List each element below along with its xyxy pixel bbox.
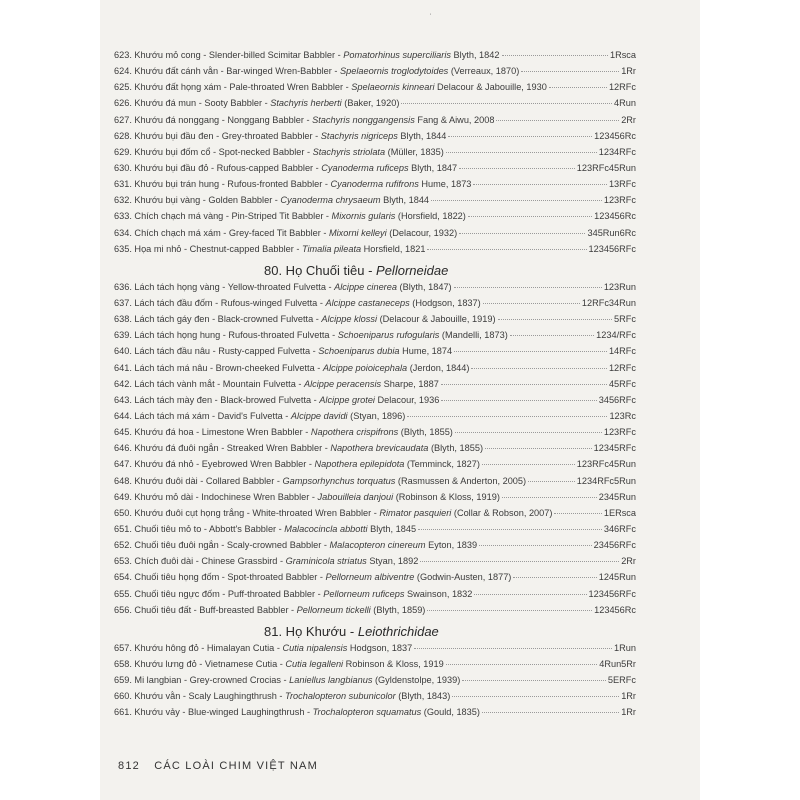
species-name: 643. Lách tách mày đen - Black-browed Fulvetta - <box>114 394 320 405</box>
dot-leader <box>513 577 596 578</box>
scientific-name: Stachyris nonggangensis <box>312 114 415 125</box>
status-code: 2Rr <box>621 556 636 567</box>
species-entry <box>114 556 636 572</box>
species-entry-text <box>114 659 444 669</box>
scientific-name: Cyanoderma chrysaeum <box>280 195 381 206</box>
species-name: 650. Khướu đuôi cụt họng trắng - White-throated Wren Babbler - <box>114 507 380 518</box>
authority: Blyth, 1845 <box>367 523 417 534</box>
scientific-name: Gampsorhynchus torquatus <box>282 475 396 486</box>
dot-leader <box>485 448 592 449</box>
species-entry <box>114 508 636 524</box>
scientific-name: Napothera epilepidota <box>314 459 405 470</box>
species-entry-text <box>114 643 412 653</box>
scientific-name: Napothera brevicaudata <box>330 443 429 454</box>
species-name: 653. Chích đuôi dài - Chinese Grassbird - <box>114 556 286 567</box>
status-code: 5ERFc <box>607 675 636 686</box>
scientific-name: Trochalopteron squamatus <box>312 707 422 718</box>
status-code: 346RFc <box>603 523 636 534</box>
dot-leader <box>407 416 607 417</box>
species-entry <box>114 572 636 588</box>
scientific-name: Malacopteron cinereum <box>329 540 426 551</box>
species-entry <box>114 314 636 330</box>
species-entry-text <box>114 66 519 76</box>
status-code: 123RFc45Run <box>576 459 636 470</box>
scientific-name: Stachyris nigriceps <box>320 130 398 141</box>
authority: (Blyth, 1855) <box>398 427 453 438</box>
species-name: 623. Khướu mỏ cong - Slender-billed Scimitar Babbler - <box>114 50 344 60</box>
species-entry <box>114 163 636 179</box>
authority: Eyton, 1839 <box>425 540 478 551</box>
book-page <box>100 0 700 800</box>
status-code: 123RFc <box>603 427 636 438</box>
species-name: 634. Chích chạch má xám - Grey-faced Tit Babbler - <box>114 227 329 238</box>
species-entry-text <box>114 346 452 356</box>
species-name: 635. Họa mi nhỏ - Chestnut-capped Babbler - <box>114 243 302 254</box>
scientific-name: Spelaeornis kinneari <box>351 82 435 93</box>
species-entry-text <box>114 589 472 599</box>
species-name: 660. Khướu vằn - Scaly Laughingthrush - <box>114 691 286 702</box>
authority: Robinson & Kloss, 1919 <box>343 658 444 669</box>
species-entry-text <box>114 492 500 502</box>
status-code: 123456Rc <box>594 130 636 141</box>
species-entry <box>114 395 636 411</box>
scientific-name: Cutia legalleni <box>285 658 344 669</box>
authority: (Blyth, 1843) <box>395 691 451 702</box>
species-list <box>114 50 636 723</box>
species-entry <box>114 643 636 659</box>
authority: (Collar & Robson, 2007) <box>451 507 553 518</box>
dot-leader <box>462 680 606 681</box>
species-name: 647. Khướu đá nhỏ - Eyebrowed Wren Babbler - <box>114 459 315 470</box>
dot-leader <box>452 696 619 697</box>
authority: Sharpe, 1887 <box>381 378 439 389</box>
status-code: 123RFc <box>603 195 636 206</box>
species-name: 649. Khướu mỏ dài - Indochinese Wren Babbler - <box>114 491 318 502</box>
dot-leader <box>554 513 601 514</box>
status-code: 2Rr <box>621 114 636 125</box>
species-name: 636. Lách tách họng vàng - Yellow-throated Fulvetta - <box>114 281 335 292</box>
status-code: 1Run <box>614 642 636 653</box>
dot-leader <box>427 249 586 250</box>
authority: Swainson, 1832 <box>404 588 473 599</box>
status-code: 4Run5Rr <box>599 658 636 669</box>
scientific-name: Alcippe grotei <box>319 394 375 405</box>
species-entry <box>114 659 636 675</box>
species-entry <box>114 492 636 508</box>
species-entry <box>114 211 636 227</box>
dot-leader <box>459 233 585 234</box>
authority: Hume, 1874 <box>399 346 453 357</box>
status-code: 12RFc <box>608 362 636 373</box>
authority: Hodgson, 1837 <box>347 642 413 653</box>
species-entry <box>114 476 636 492</box>
species-entry <box>114 98 636 114</box>
species-entry <box>114 411 636 427</box>
scientific-name: Napothera crispifrons <box>310 427 399 438</box>
authority: Horsfield, 1821 <box>361 243 426 254</box>
dot-leader <box>474 594 586 595</box>
dot-leader <box>401 103 612 104</box>
species-name: 656. Chuối tiêu đất - Buff-breasted Babbler - <box>114 604 297 615</box>
status-code: 123456Rc <box>594 211 636 222</box>
species-entry-text <box>114 282 452 292</box>
species-entry <box>114 363 636 379</box>
status-code: 14RFc <box>608 346 636 357</box>
authority: (Jerdon, 1844) <box>407 362 470 373</box>
status-code: 1234RFc5Run <box>576 475 636 486</box>
species-entry <box>114 707 636 723</box>
dot-leader <box>549 87 607 88</box>
dot-leader <box>446 152 597 153</box>
species-entry <box>114 540 636 556</box>
scientific-name: Pellorneum tickelli <box>296 604 371 615</box>
status-code: 345Run6Rc <box>587 227 636 238</box>
scientific-name: Schoeniparus rufogularis <box>337 330 440 341</box>
authority: Blyth, 1842 <box>450 50 500 60</box>
species-entry-text <box>114 675 460 685</box>
species-name: 625. Khướu đất họng xám - Pale-throated Wren Babbler - <box>114 82 352 93</box>
authority: (Horsfield, 1822) <box>395 211 466 222</box>
scientific-name: Malacocincla abbotti <box>284 523 368 534</box>
authority: (Gyldenstolpe, 1939) <box>372 675 461 686</box>
species-name: 655. Chuối tiêu ngực đốm - Puff-throated Babbler - <box>114 588 324 599</box>
authority: (Robinson & Kloss, 1919) <box>393 491 500 502</box>
species-entry-text <box>114 314 496 324</box>
scientific-name: Pellorneum albiventre <box>325 572 415 583</box>
page-footer <box>118 760 318 772</box>
species-name: 628. Khướu bụi đầu đen - Grey-throated Babbler - <box>114 130 321 141</box>
species-name: 642. Lách tách vành mắt - Mountain Fulvetta - <box>114 378 304 389</box>
species-entry-text <box>114 476 526 486</box>
species-name: 641. Lách tách má nâu - Brown-cheeked Fulvetta - <box>114 362 323 373</box>
species-entry <box>114 50 636 66</box>
scientific-name: Laniellus langbianus <box>289 675 373 686</box>
entry-group-a <box>114 50 636 260</box>
dot-leader <box>414 648 612 649</box>
species-entry-text <box>114 605 425 615</box>
scientific-name: Spelaeornis troglodytoides <box>340 66 449 77</box>
dot-leader <box>471 368 606 369</box>
species-entry-text <box>114 244 425 254</box>
species-name: 640. Lách tách đầu nâu - Rusty-capped Fulvetta - <box>114 346 319 357</box>
family-heading-80 <box>114 260 636 282</box>
species-name: 630. Khướu bụi đầu đỏ - Rufous-capped Babbler - <box>114 162 322 173</box>
species-entry <box>114 379 636 395</box>
scientific-name: Alcippe cinerea <box>334 281 397 292</box>
authority: Delacour & Jabouille, 1930 <box>434 82 547 93</box>
family-heading-81-label: 81. Họ Khướu - <box>264 624 355 640</box>
dot-leader <box>502 55 608 56</box>
species-entry <box>114 524 636 540</box>
authority: (Blyth, 1859) <box>370 604 426 615</box>
scientific-name: Alcippe klossi <box>321 314 378 325</box>
scientific-name: Jabouilleia danjoui <box>317 491 394 502</box>
species-entry <box>114 675 636 691</box>
family-heading-81-sci: Leiothrichidae <box>357 624 439 640</box>
authority: Styan, 1892 <box>366 556 419 567</box>
scientific-name: Pellorneum ruficeps <box>323 588 405 599</box>
species-entry <box>114 195 636 211</box>
authority: Blyth, 1844 <box>380 195 430 206</box>
species-entry <box>114 691 636 707</box>
scientific-name: Schoeniparus dubia <box>318 346 400 357</box>
authority: (Rasmussen & Anderton, 2005) <box>395 475 527 486</box>
species-entry-text <box>114 427 453 437</box>
authority: Blyth, 1844 <box>397 130 447 141</box>
status-code: 123Run <box>603 281 636 292</box>
species-entry-text <box>114 195 429 205</box>
status-code: 3456RFc <box>598 394 636 405</box>
scientific-name: Alcippe peracensis <box>303 378 382 389</box>
status-code: 4Run <box>614 98 636 109</box>
species-name: 648. Khướu đuôi dài - Collared Babbler - <box>114 475 283 486</box>
species-entry-text <box>114 524 416 534</box>
species-entry <box>114 179 636 195</box>
species-entry-text <box>114 147 444 157</box>
species-entry <box>114 115 636 131</box>
dot-leader <box>446 664 598 665</box>
species-name: 624. Khướu đất cánh vằn - Bar-winged Wren-Babbler - <box>114 66 340 77</box>
authority: Hume, 1873 <box>418 179 472 190</box>
authority: Delacour, 1936 <box>374 394 440 405</box>
dot-leader <box>482 712 619 713</box>
status-code: 1Rr <box>621 66 636 77</box>
dot-leader <box>473 184 607 185</box>
species-name: 654. Chuối tiêu họng đốm - Spot-throated Babbler - <box>114 572 326 583</box>
authority: (Temminck, 1827) <box>404 459 480 470</box>
species-entry-text <box>114 82 547 92</box>
species-name: 626. Khướu đá mun - Sooty Babbler - <box>114 98 271 109</box>
authority: (Baker, 1920) <box>341 98 400 109</box>
scientific-name: Graminicola striatus <box>285 556 367 567</box>
scientific-name: Stachyris herberti <box>270 98 342 109</box>
status-code: 1ERsca <box>603 507 636 518</box>
authority: (Delacour, 1932) <box>386 227 458 238</box>
species-name: 637. Lách tách đầu đốm - Rufous-winged Fulvetta - <box>114 297 326 308</box>
scientific-name: Cutia nipalensis <box>282 642 348 653</box>
status-code: 12RFc <box>608 82 636 93</box>
species-name: 645. Khướu đá hoa - Limestone Wren Babbler - <box>114 427 311 438</box>
status-code: 123Rc <box>609 410 636 421</box>
species-entry-text <box>114 443 483 453</box>
species-entry-text <box>114 179 471 189</box>
species-name: 627. Khướu đá nonggang - Nonggang Babbler - <box>114 114 313 125</box>
scientific-name: Rimator pasquieri <box>379 507 452 518</box>
species-entry-text <box>114 98 399 108</box>
species-entry-text <box>114 363 469 373</box>
species-name: 657. Khướu hông đỏ - Himalayan Cutia - <box>114 642 283 653</box>
species-name: 633. Chích chạch má vàng - Pin-Striped Tit Babbler - <box>114 211 332 222</box>
species-entry-text <box>114 707 480 717</box>
authority: (Gould, 1835) <box>421 707 480 718</box>
species-entry-text <box>114 691 450 701</box>
status-code: 45RFc <box>608 378 636 389</box>
species-entry-text <box>114 459 480 469</box>
entry-group-c <box>114 643 636 724</box>
dot-leader <box>479 545 591 546</box>
species-entry-text <box>114 330 508 340</box>
authority: (Verreaux, 1870) <box>448 66 520 77</box>
status-code: 1234/RFc <box>596 330 636 341</box>
species-name: 631. Khướu bụi trán hung - Rufous-fronted Babbler - <box>114 179 331 190</box>
species-name: 639. Lách tách họng hung - Rufous-throated Fulvetta - <box>114 330 338 341</box>
species-name: 632. Khướu bụi vàng - Golden Babbler - <box>114 195 281 206</box>
dot-leader <box>420 561 619 562</box>
authority: (Blyth, 1855) <box>428 443 484 454</box>
species-entry <box>114 131 636 147</box>
dot-leader <box>441 384 607 385</box>
scientific-name: Cyanoderma ruficeps <box>321 162 409 173</box>
authority: (Delacour & Jabouille, 1919) <box>377 314 496 325</box>
species-entry <box>114 459 636 475</box>
authority: Fang & Aiwu, 2008 <box>414 114 495 125</box>
status-code: 12345RFc <box>593 443 636 454</box>
status-code: 1234RFc <box>598 146 636 157</box>
species-entry-text <box>114 131 446 141</box>
scientific-name: Mixorni kelleyi <box>328 227 387 238</box>
status-code: 1Rsca <box>609 50 636 60</box>
species-entry-text <box>114 556 418 566</box>
status-code: 123456RFc <box>588 588 636 599</box>
status-code: 123456Rc <box>594 604 636 615</box>
family-heading-80-label: 80. Họ Chuối tiêu - <box>264 263 373 279</box>
family-heading-80-sci: Pellorneidae <box>376 263 449 279</box>
scientific-name: Cyanoderma rufifrons <box>330 179 419 190</box>
species-entry-text <box>114 411 405 421</box>
scientific-name: Pomatorhinus superciliaris <box>343 50 451 60</box>
authority: (Blyth, 1847) <box>396 281 452 292</box>
dot-leader <box>455 432 602 433</box>
authority: (Styan, 1896) <box>347 410 406 421</box>
species-entry <box>114 228 636 244</box>
scientific-name: Trochalopteron subunicolor <box>285 691 396 702</box>
dot-leader <box>483 303 580 304</box>
dot-leader <box>528 481 575 482</box>
species-name: 629. Khướu bụi đốm cổ - Spot-necked Babbler - <box>114 146 313 157</box>
species-entry <box>114 244 636 260</box>
scientific-name: Alcippe poioicephala <box>322 362 408 373</box>
dot-leader <box>521 71 619 72</box>
species-entry-text <box>114 163 457 173</box>
species-name: 658. Khướu lưng đỏ - Vietnamese Cutia - <box>114 658 286 669</box>
entry-group-b <box>114 282 636 621</box>
species-entry <box>114 330 636 346</box>
dot-leader <box>427 610 592 611</box>
species-entry-text <box>114 540 477 550</box>
status-code: 1Rr <box>621 691 636 702</box>
authority: Blyth, 1847 <box>408 162 458 173</box>
species-entry <box>114 82 636 98</box>
species-entry <box>114 427 636 443</box>
dot-leader <box>431 200 602 201</box>
dot-leader <box>482 464 575 465</box>
species-entry <box>114 282 636 298</box>
status-code: 2345Run <box>598 491 636 502</box>
dot-leader <box>496 120 619 121</box>
scientific-name: Alcippe davidi <box>290 410 348 421</box>
status-code: 5RFc <box>614 314 636 325</box>
dot-leader <box>498 319 613 320</box>
status-code: 23456RFc <box>593 540 636 551</box>
status-code: 1Rr <box>621 707 636 718</box>
page-number: 812 <box>118 760 140 772</box>
dot-leader <box>418 529 602 530</box>
species-entry-text <box>114 115 494 125</box>
species-entry <box>114 346 636 362</box>
species-entry-text <box>114 572 511 582</box>
book-title: CÁC LOÀI CHIM VIỆT NAM <box>154 760 318 772</box>
family-heading-81 <box>114 621 636 643</box>
species-entry-text <box>114 379 439 389</box>
species-entry-text <box>114 211 466 221</box>
authority: (Hodgson, 1837) <box>409 297 481 308</box>
species-entry-text <box>114 508 552 518</box>
species-entry <box>114 298 636 314</box>
dot-leader <box>468 216 592 217</box>
dot-leader <box>459 168 575 169</box>
species-entry-text <box>114 298 481 308</box>
species-entry <box>114 589 636 605</box>
species-entry <box>114 147 636 163</box>
status-code: 13RFc <box>608 179 636 190</box>
status-code: 123456RFc <box>588 243 636 254</box>
species-name: 644. Lách tách má xám - David's Fulvetta - <box>114 410 291 421</box>
species-entry-text <box>114 50 500 60</box>
status-code: 1245Run <box>598 572 636 583</box>
scientific-name: Stachyris striolata <box>312 146 386 157</box>
scientific-name: Mixornis gularis <box>331 211 396 222</box>
dot-leader <box>448 136 592 137</box>
status-code: 12RFc34Run <box>581 297 636 308</box>
dot-leader <box>510 335 594 336</box>
print-mark: ' <box>430 14 432 20</box>
dot-leader <box>441 400 596 401</box>
status-code: 123RFc45Run <box>576 162 636 173</box>
species-entry <box>114 66 636 82</box>
scientific-name: Timalia pileata <box>301 243 362 254</box>
species-entry <box>114 605 636 621</box>
species-name: 651. Chuối tiêu mỏ to - Abbott's Babbler - <box>114 523 285 534</box>
dot-leader <box>454 287 602 288</box>
dot-leader <box>454 351 607 352</box>
species-name: 638. Lách tách gáy đen - Black-crowned Fulvetta - <box>114 314 322 325</box>
species-name: 652. Chuối tiêu đuôi ngắn - Scaly-crowned Babbler - <box>114 540 330 551</box>
species-entry-text <box>114 395 439 405</box>
species-entry <box>114 443 636 459</box>
authority: (Mandelli, 1873) <box>439 330 508 341</box>
scientific-name: Alcippe castaneceps <box>325 297 410 308</box>
dot-leader <box>502 497 597 498</box>
authority: (Müller, 1835) <box>385 146 444 157</box>
authority: (Godwin-Austen, 1877) <box>414 572 512 583</box>
species-name: 659. Mi langbian - Grey-crowned Crocias - <box>114 675 290 686</box>
species-entry-text <box>114 228 457 238</box>
species-name: 646. Khướu đá đuôi ngắn - Streaked Wren Babbler - <box>114 443 331 454</box>
species-name: 661. Khướu vảy - Blue-winged Laughingthrush - <box>114 707 313 718</box>
